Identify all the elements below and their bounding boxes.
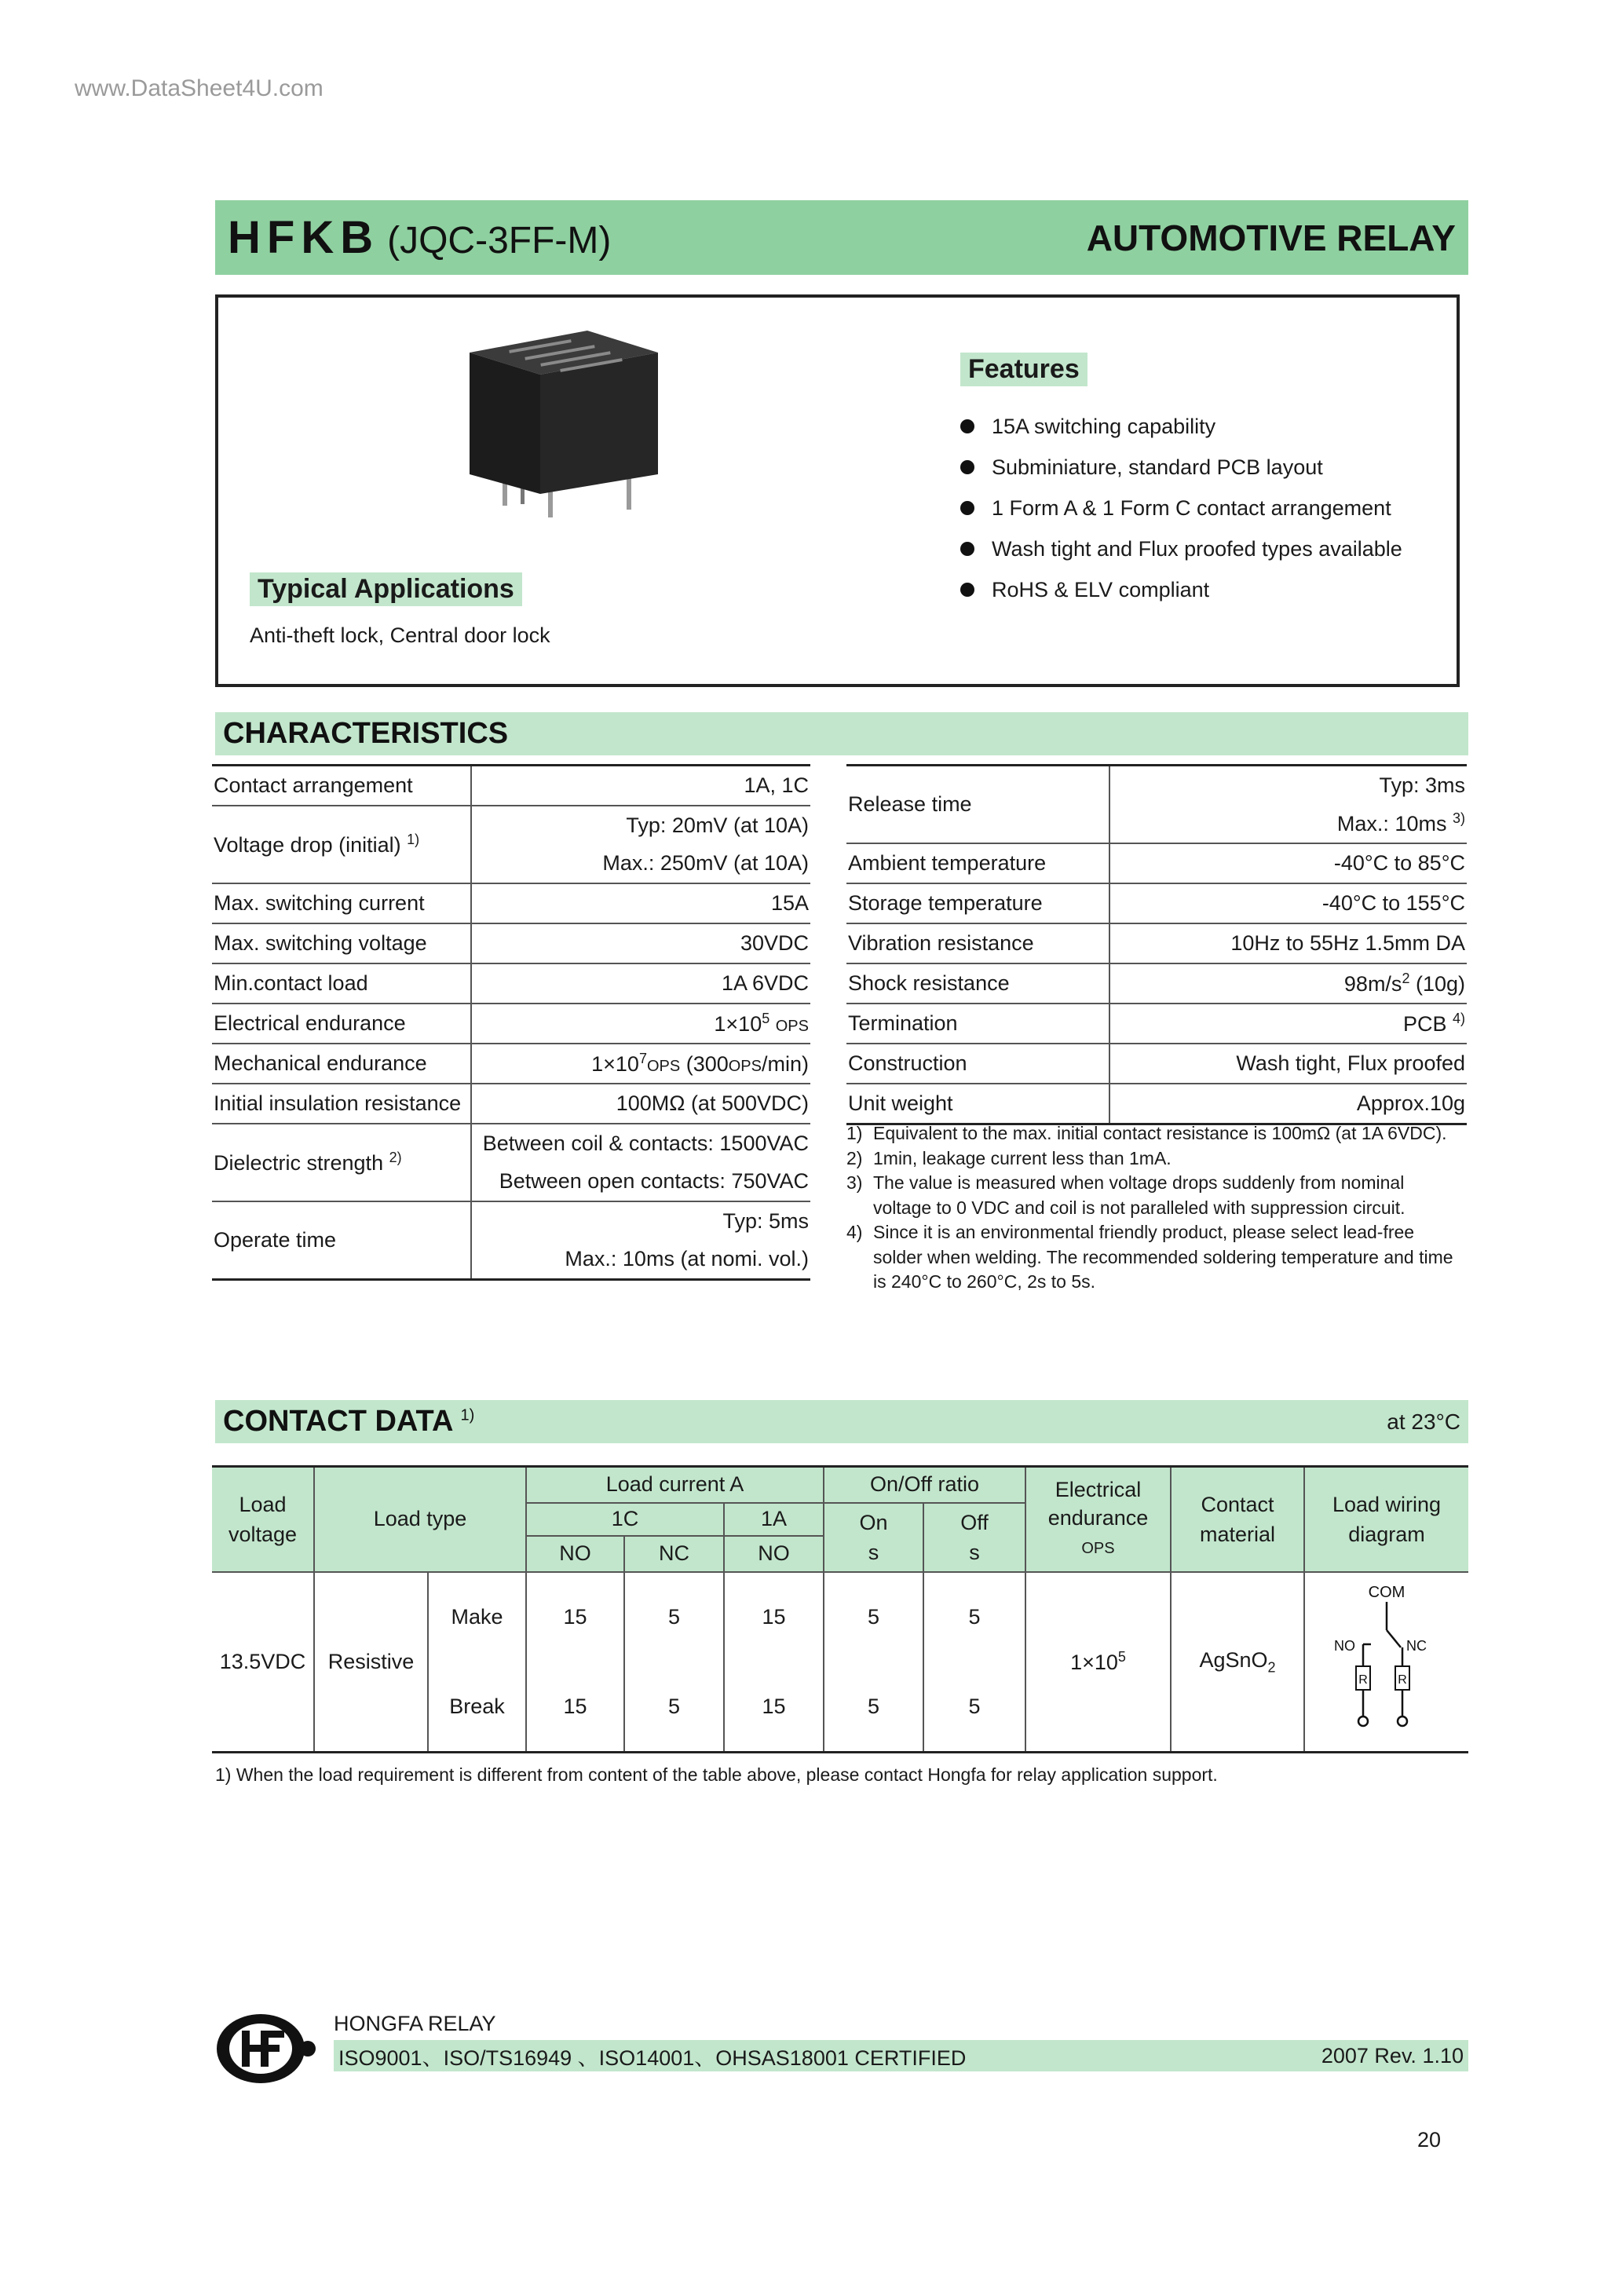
cell-value: 5 (624, 1572, 724, 1662)
diagram-com-label: COM (1368, 1584, 1406, 1602)
feature-item: 1 Form A & 1 Form C contact arrangement (960, 488, 1402, 528)
spec-value: $98m/s^2$ (10g) (1109, 963, 1467, 1004)
cell-load-type: Resistive (314, 1572, 428, 1753)
spec-value: $1\times 10^7OPS$ (300OPS/min) (471, 1044, 810, 1084)
table-row (212, 1201, 810, 1240)
table-row (846, 1044, 1467, 1084)
note-item: 3) The value is measured when voltage drops suddenly from nominal voltage to 0 VDC and coil is not paralleled with suppression circuit. (846, 1172, 1406, 1218)
spec-value: Between coil & contacts: 1500VAC (471, 1124, 810, 1162)
feature-item: RoHS & ELV compliant (960, 569, 1402, 610)
spec-value: Max.: 10ms $^{3)}$ (1109, 804, 1467, 843)
spec-value: 10Hz to 55Hz 1.5mm DA (1109, 923, 1467, 963)
cell-value: 15 (724, 1572, 824, 1662)
cell-break-label: Break (428, 1662, 526, 1753)
spec-value: Typ: 20mV (at 10A) (471, 806, 810, 844)
bullet-icon (960, 542, 974, 556)
cell-value: 15 (526, 1662, 624, 1753)
diagram-no-label: NO (1334, 1638, 1355, 1654)
header-load-wiring: Load wiring diagram (1304, 1467, 1468, 1572)
spec-label: Ambient temperature (846, 843, 1109, 883)
contact-data-note: 1) When the load requirement is different from content of the table above, please contact Hongfa for relay application support. (215, 1764, 1218, 1785)
header-on-off-ratio: On/Off ratio (824, 1467, 1025, 1503)
bullet-icon (960, 460, 974, 474)
header-1a-no: NO (724, 1536, 824, 1572)
header-load-voltage: Load voltage (212, 1467, 314, 1572)
footer-bar (334, 2040, 1468, 2071)
spec-value: Between open contacts: 750VAC (471, 1162, 810, 1201)
hongfa-logo-icon (212, 2010, 322, 2087)
table-row (212, 1124, 810, 1162)
spec-value: -40°C to 155°C (1109, 883, 1467, 923)
bullet-icon (960, 501, 974, 515)
spec-value: 30VDC (471, 923, 810, 963)
cell-value: 15 (724, 1662, 824, 1753)
watermark: www.DataSheet4U.com (75, 75, 324, 101)
feature-item: Wash tight and Flux proofed types available (960, 528, 1402, 569)
spec-value: -40°C to 85°C (1109, 843, 1467, 883)
spec-label: Contact arrangement (212, 766, 471, 806)
contact-data-header (215, 1400, 1468, 1443)
spec-value: Typ: 5ms (471, 1201, 810, 1240)
table-row (212, 1044, 810, 1084)
cell-value: 5 (923, 1662, 1025, 1753)
header-load-current: Load current A (526, 1467, 824, 1503)
header-1a: 1A (724, 1503, 824, 1536)
table-row (846, 1084, 1467, 1124)
typical-applications-label: Typical Applications (250, 572, 522, 606)
table-row (846, 963, 1467, 1004)
header-load-type: Load type (314, 1467, 526, 1572)
spec-value: 1A, 1C (471, 766, 810, 806)
footer-company: HONGFA RELAY (334, 2012, 496, 2035)
table-header-row (212, 1467, 1468, 1503)
diagram-nc-label: NC (1406, 1638, 1427, 1654)
spec-value: 1A 6VDC (471, 963, 810, 1004)
cell-value: 5 (824, 1572, 923, 1662)
table-row (846, 843, 1467, 883)
spec-label: Electrical endurance (212, 1004, 471, 1044)
table-row (212, 1572, 1468, 1662)
note-item: 1) Equivalent to the max. initial contact resistance is 100mΩ (at 1A 6VDC). (846, 1123, 1447, 1143)
feature-item: Subminiature, standard PCB layout (960, 447, 1402, 488)
table-row (212, 883, 810, 923)
diagram-r-label: R (1358, 1673, 1368, 1687)
header-on: On s (824, 1503, 923, 1572)
characteristics-left-table (212, 764, 810, 1281)
features-list (960, 406, 1402, 610)
spec-label: Release time (846, 766, 1109, 844)
header-no: NO (526, 1536, 624, 1572)
features-label: Features (960, 353, 1087, 386)
table-row (212, 806, 810, 844)
table-row (212, 923, 810, 963)
contact-data-title: CONTACT DATA $^{1)}$ (223, 1405, 475, 1438)
cell-value: 5 (624, 1662, 724, 1753)
characteristics-title: CHARACTERISTICS (223, 717, 509, 750)
spec-value: Max.: 10ms (at nomi. vol.) (471, 1240, 810, 1280)
cell-endurance: $1\times 10^5$ (1025, 1572, 1171, 1753)
contact-data-table (212, 1465, 1468, 1753)
spec-label: Max. switching voltage (212, 923, 471, 963)
table-row (212, 963, 810, 1004)
header-contact-material: Contact material (1171, 1467, 1304, 1572)
footer-certifications: ISO9001、ISO/TS16949 、ISO14001、OHSAS18001 CERTIFIED (338, 2046, 967, 2070)
title-bar (215, 200, 1468, 275)
table-row (212, 1084, 810, 1124)
cell-make-label: Make (428, 1572, 526, 1662)
spec-value: Wash tight, Flux proofed (1109, 1044, 1467, 1084)
bullet-icon (960, 583, 974, 597)
wiring-diagram-icon (1328, 1583, 1446, 1740)
spec-label: Construction (846, 1044, 1109, 1084)
footer-revision: 2007 Rev. 1.10 (1321, 2043, 1464, 2067)
spec-value: Typ: 3ms (1109, 766, 1467, 805)
cell-wiring-diagram (1304, 1572, 1468, 1753)
diagram-r-label: R (1398, 1673, 1407, 1687)
characteristics-notes (846, 1121, 1467, 1295)
contact-data-temp: at 23°C (1387, 1409, 1460, 1434)
product-box (215, 294, 1460, 687)
spec-label: Initial insulation resistance (212, 1084, 471, 1124)
spec-label: Min.contact load (212, 963, 471, 1004)
cell-value: 5 (923, 1572, 1025, 1662)
feature-item: 15A switching capability (960, 406, 1402, 447)
model-alt-title: (JQC-3FF-M) (387, 220, 612, 261)
cell-material: AgSnO$_2$ (1171, 1572, 1304, 1753)
table-row (846, 883, 1467, 923)
header-off: Off s (923, 1503, 1025, 1572)
spec-label: Voltage drop (initial) $^{1)}$ (212, 806, 471, 883)
model-title: HFKB (228, 212, 380, 263)
spec-value: Max.: 250mV (at 10A) (471, 844, 810, 883)
spec-value: Approx.10g (1109, 1084, 1467, 1124)
table-row (212, 766, 810, 806)
characteristics-header (215, 712, 1468, 755)
cell-value: 5 (824, 1662, 923, 1753)
typical-applications-text: Anti-theft lock, Central door lock (250, 623, 550, 647)
table-row (846, 923, 1467, 963)
spec-label: Max. switching current (212, 883, 471, 923)
spec-label: Shock resistance (846, 963, 1109, 1004)
cell-value: 15 (526, 1572, 624, 1662)
bullet-icon (960, 419, 974, 433)
header-1c: 1C (526, 1503, 724, 1536)
spec-label: Unit weight (846, 1084, 1109, 1124)
note-item: 2) 1min, leakage current less than 1mA. (846, 1147, 1172, 1168)
table-row (212, 1004, 810, 1044)
header-nc: NC (624, 1536, 724, 1572)
cell-voltage: 13.5VDC (212, 1572, 314, 1753)
header-electrical-endurance: Electrical endurance OPS (1025, 1467, 1171, 1572)
spec-value: $1\times 10^5$ OPS (471, 1004, 810, 1044)
note-item: 4) Since it is an environmental friendly product, please select lead-free solder when welding. The recommended soldering temperature and time is 240°C to 260°C, 2s to 5s. (846, 1222, 1453, 1292)
spec-value: 15A (471, 883, 810, 923)
spec-label: Dielectric strength $^{2)}$ (212, 1124, 471, 1201)
spec-value: PCB $^{4)}$ (1109, 1004, 1467, 1044)
table-row (846, 766, 1467, 805)
spec-label: Storage temperature (846, 883, 1109, 923)
category-title: AUTOMOTIVE RELAY (1086, 217, 1456, 258)
characteristics-right-table (846, 764, 1467, 1125)
spec-label: Mechanical endurance (212, 1044, 471, 1084)
spec-value: 100MΩ (at 500VDC) (471, 1084, 810, 1124)
spec-label: Operate time (212, 1201, 471, 1280)
spec-label: Vibration resistance (846, 923, 1109, 963)
relay-product-image (462, 321, 674, 533)
spec-label: Termination (846, 1004, 1109, 1044)
table-row (846, 1004, 1467, 1044)
page-number: 20 (1417, 2128, 1442, 2152)
